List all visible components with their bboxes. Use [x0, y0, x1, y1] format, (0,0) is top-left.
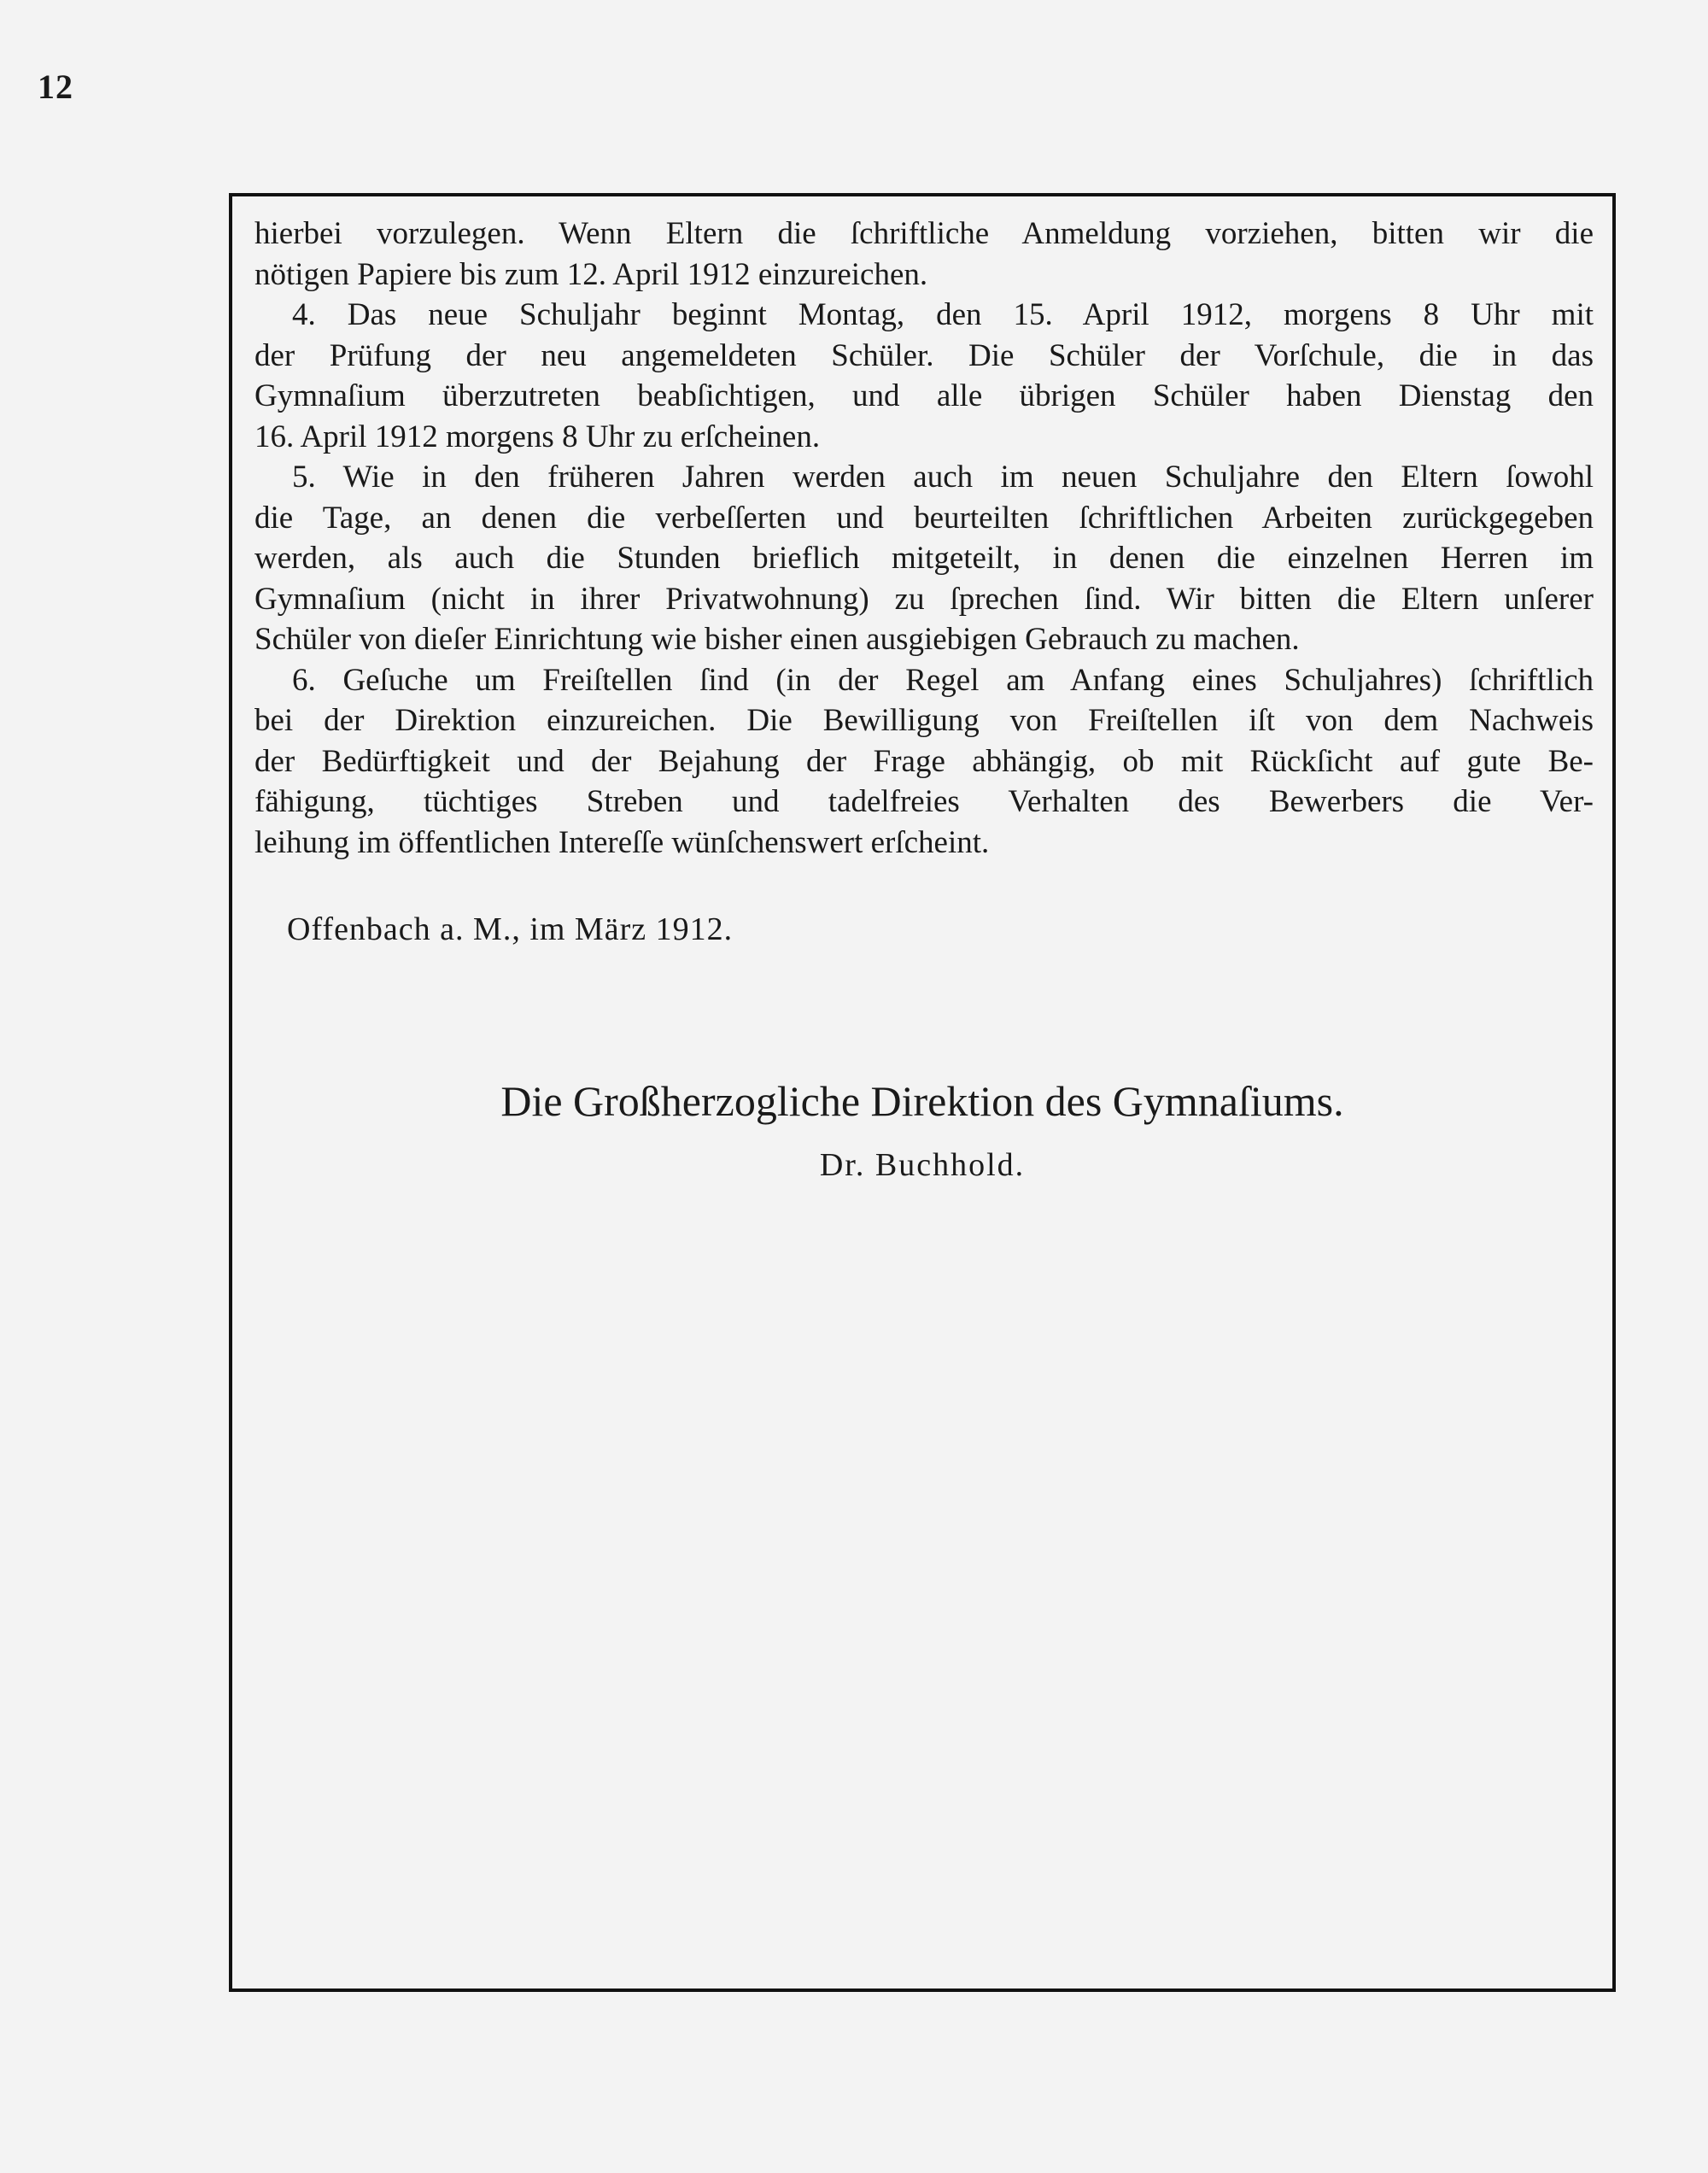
body-text — [254, 214, 1594, 863]
body-line: werden, als auch die Stunden brieflich mitgeteilt, in denen die einzelnen Herren im — [254, 541, 1594, 576]
body-line: Gymnaſium überzutreten beabſichtigen, und alle übrigen Schüler haben Dienstag den — [254, 378, 1594, 413]
body-line: bei der Direktion einzureichen. Die Bewilligung von Freiſtellen iſt von dem Nachweis — [254, 703, 1594, 738]
body-line: 16. April 1912 morgens 8 Uhr zu erſcheinen. — [254, 419, 821, 454]
body-line: die Tage, an denen die verbeſſerten und beurteilten ſchriftlichen Arbeiten zurückgegeben — [254, 500, 1594, 536]
body-line: Schüler von dieſer Einrichtung wie bisher einen ausgiebigen Gebrauch zu machen. — [254, 622, 1300, 657]
body-line: leihung im öffentlichen Intereſſe wünſchenswert erſcheint. — [254, 824, 990, 860]
body-line: der Bedürftigkeit und der Bejahung der Frage abhängig, ob mit Rückſicht auf gute Be- — [254, 743, 1594, 779]
body-line: 4. Das neue Schuljahr beginnt Montag, den 15. April 1912, morgens 8 Uhr mit — [292, 297, 1594, 332]
place-date: Offenbach a. M., im März 1912. — [287, 911, 734, 947]
body-line: fähigung, tüchtiges Streben und tadelfreies Verhalten des Bewerbers die Ver- — [254, 784, 1594, 819]
body-line: nötigen Papiere bis zum 12. April 1912 einzureichen. — [254, 256, 928, 292]
body-line: hierbei vorzulegen. Wenn Eltern die ſchriftliche Anmeldung vorziehen, bitten wir die — [254, 216, 1594, 251]
body-line: 5. Wie in den früheren Jahren werden auch im neuen Schuljahre den Eltern ſowohl — [292, 460, 1594, 495]
body-line: Gymnaſium (nicht in ihrer Privatwohnung) zu ſprechen ſind. Wir bitten die Eltern unſerer — [254, 581, 1594, 617]
body-line: der Prüfung der neu angemeldeten Schüler. Die Schüler der Vorſchule, die in das — [254, 337, 1594, 373]
page-number: 12 — [38, 67, 73, 106]
signature-name: Dr. Buchhold. — [819, 1147, 1026, 1183]
signature-organization: Die Großherzogliche Direktion des Gymnaſiums. — [500, 1077, 1344, 1125]
text-frame — [229, 193, 1616, 1992]
body-line: 6. Geſuche um Freiſtellen ſind (in der Regel am Anfang eines Schuljahres) ſchriftlich — [292, 662, 1594, 698]
